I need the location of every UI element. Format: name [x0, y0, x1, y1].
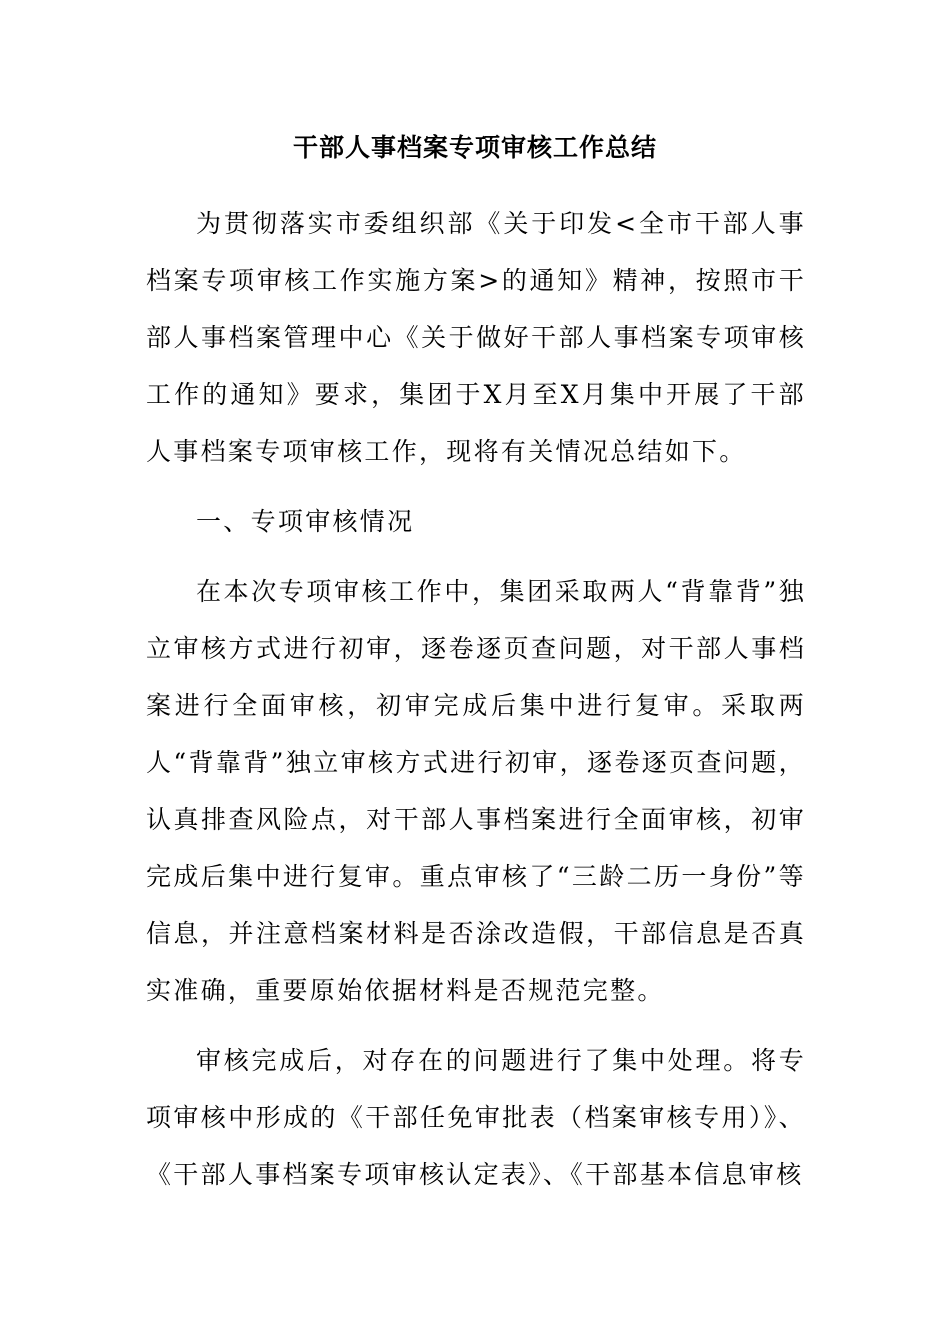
section-heading: 一、专项审核情况 — [196, 507, 415, 536]
review-paragraph: 在本次专项审核工作中，集团采取两人“背靠背”独立审核方式进行初审，逐卷逐页查问题，对干部人事档案进行全面审核，初审完成后集中进行复审。采取两人“背靠背”独立审核方式进行初审，逐卷逐页查问题，认真排查风险点，对干部人事档案进行全面审核，初审完成后集中进行复审。重点审核了“三龄二历一身份”等信息，并注意档案材料是否涂改造假，干部信息是否真实准确，重要原始依据材料是否规范完整。 — [146, 577, 806, 1005]
document-title: 干部人事档案专项审核工作总结 — [292, 133, 657, 162]
processing-paragraph: 审核完成后，对存在的问题进行了集中处理。将专项审核中形成的《干部任免审批表（档案审核专用）》、《干部人事档案专项审核认定表》、《干部基本信息审核 — [146, 1046, 806, 1189]
intro-paragraph: 为贯彻落实市委组织部《关于印发<全市干部人事档案专项审核工作实施方案>的通知》精神，按照市干部人事档案管理中心《关于做好干部人事档案专项审核工作的通知》要求，集团于X月至X月集中开展了干部人事档案专项审核工作，现将有关情况总结如下。 — [146, 209, 806, 466]
